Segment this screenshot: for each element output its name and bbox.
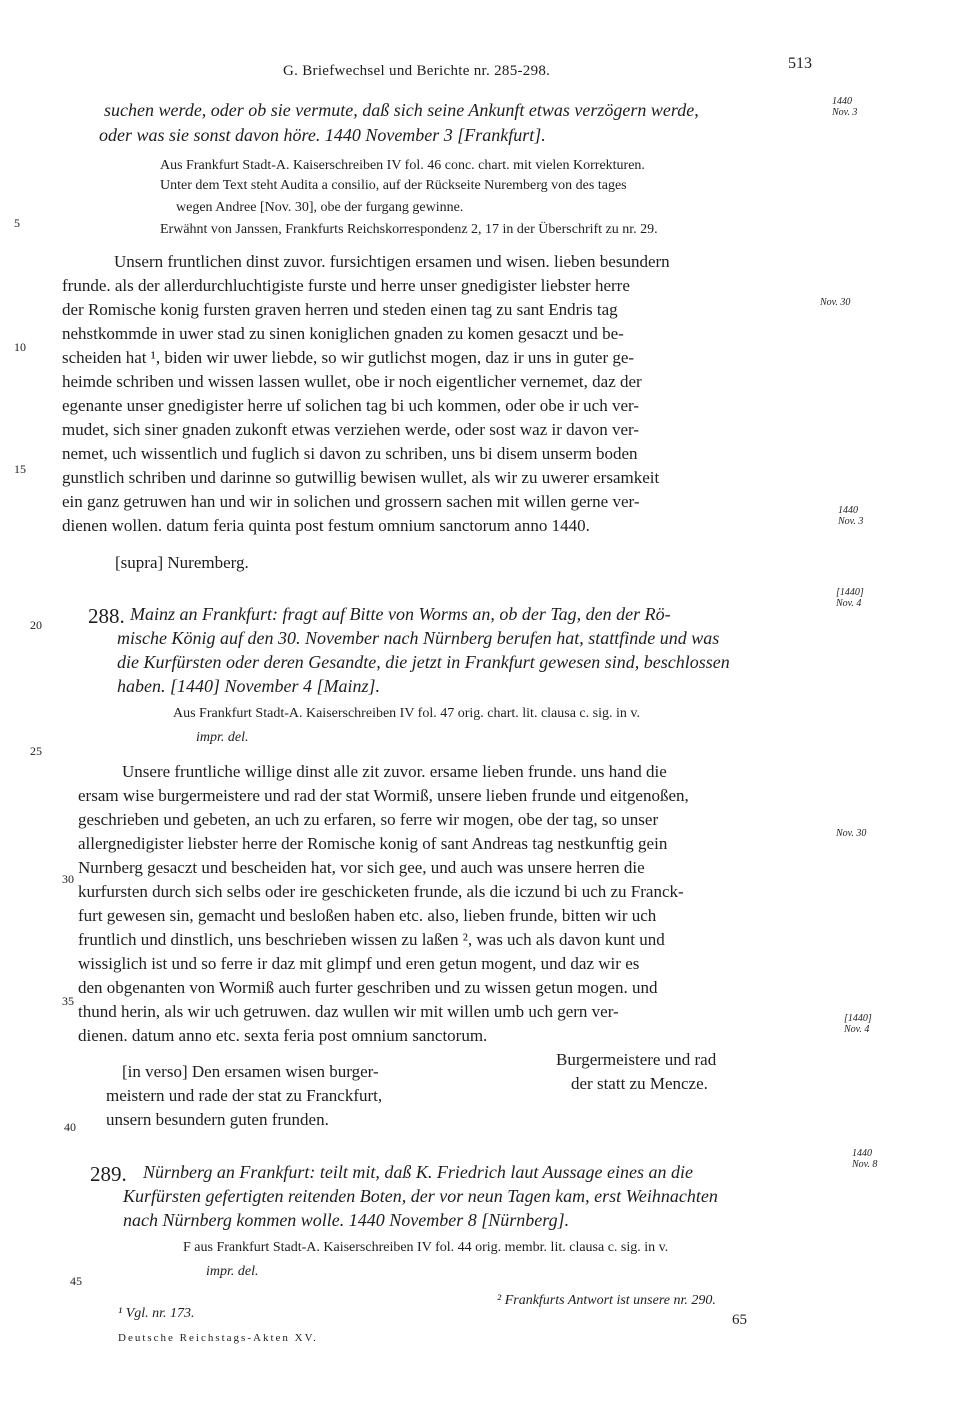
text-line: geschrieben und gebeten, an uch zu erfaren, so ferre wir mogen, obe der tag, so unser [78,810,659,829]
text-line: egenante unser gnedigister herre uf solichen tag bi uch kommen, oder obe ir uch ver- [62,396,639,415]
margin-note: [1440] Nov. 4 [844,1013,872,1035]
line-number: 15 [14,462,26,476]
apparatus-line: Unter dem Text steht Audita a consilio, auf der Rückseite Nuremberg von des tages [160,178,627,193]
text-line: den obgenanten von Wormiß auch furter geschriben und zu wissen getun mogen. und [78,978,658,997]
summary-line: haben. [1440] November 4 [Mainz]. [117,676,380,696]
text-line: fruntlich und dinstlich, uns beschrieben wissen zu laßen ², was uch als davon kunt und [78,930,665,949]
address-line: unsern besundern guten frunden. [106,1110,329,1129]
summary-line: mische König auf den 30. November nach Nürnberg berufen hat, stattfinde und was [117,628,720,648]
line-number: 45 [70,1274,82,1288]
sheet-number: 65 [732,1312,747,1328]
text-line: nehstkommde in uwer stad zu sinen koniglichen gnaden zu komen gesaczt und be- [62,324,624,343]
document-number: 289. [90,1162,127,1186]
margin-note: 1440 Nov. 3 [838,505,864,527]
text-line: dienen wollen. datum feria quinta post festum omnium sanctorum anno 1440. [62,516,590,535]
margin-note: [1440] Nov. 4 [836,587,864,609]
text-line: furt gewesen sin, gemacht und besloßen haben etc. also, lieben frunde, bitten wir uch [78,906,657,925]
apparatus-line: Erwähnt von Janssen, Frankfurts Reichskorrespondenz 2, 17 in der Überschrift zu nr. 29. [160,222,658,237]
footnote: ¹ Vgl. nr. 173. [118,1306,195,1321]
text-line: scheiden hat ¹, biden wir uwer liebde, so wir gutlichst mogen, daz ir uns in guter ge- [62,348,635,367]
page-number: 513 [788,55,812,72]
line-number: 30 [62,872,74,886]
summary-line: Nürnberg an Frankfurt: teilt mit, daß K. Friedrich laut Aussage eines an die [143,1162,693,1182]
summary-line: oder was sie sonst davon höre. 1440 November 3 [Frankfurt]. [99,125,546,145]
apparatus-line: wegen Andree [Nov. 30], obe der furgang gewinne. [176,200,464,215]
apparatus-line: Aus Frankfurt Stadt-A. Kaiserschreiben IV fol. 47 orig. chart. lit. clausa c. sig. in v. [173,706,640,721]
text-line: nemet, uch wissentlich und fuglich si davon zu schriben, uns bi disem unserm boden [62,444,638,463]
text-line: thund herin, als wir uch getruwen. daz wullen wir mit willen umb uch gern ver- [78,1002,619,1021]
text-line: der Romische konig fursten graven herren und steden einen tag zu sant Endris tag [62,300,618,319]
running-title: G. Briefwechsel und Berichte nr. 285-298. [283,63,551,79]
line-number: 5 [14,216,20,230]
line-number: 40 [64,1120,76,1134]
text-line: wissiglich ist und so ferre ir daz mit glimpf und eren getun mogent, und daz wir es [78,954,640,973]
address-line: meistern und rade der stat zu Franckfurt, [106,1086,383,1105]
margin-note: 1440 Nov. 3 [832,96,858,118]
margin-note: 1440 Nov. 8 [852,1148,878,1170]
text-line: ersam wise burgermeistere und rad der stat Wormiß, unsere lieben frunde und eitgenoßen, [78,786,689,805]
margin-note: Nov. 30 [820,297,851,308]
series-title: Deutsche Reichstags-Akten XV. [118,1332,318,1344]
apparatus-line: impr. del. [196,730,249,745]
line-number: 10 [14,340,26,354]
text-line: Unsere fruntliche willige dinst alle zit zuvor. ersame lieben frunde. uns hand die [122,762,667,781]
address-line: [in verso] Den ersamen wisen burger- [122,1062,379,1081]
margin-note: Nov. 30 [836,828,867,839]
line-number: 20 [30,618,42,632]
text-line: dienen. datum anno etc. sexta feria post omnium sanctorum. [78,1026,488,1045]
apparatus-line: impr. del. [206,1264,259,1279]
summary-line: suchen werde, oder ob sie vermute, daß sich seine Ankunft etwas verzögern werde, [104,100,699,120]
text-line: gunstlich schriben und darinne so gutwillig bewisen wullet, als wir zu uwerer ersamkeit [62,468,660,487]
text-line: allergnedigister liebster herre der Romische konig of sant Andreas tag nestkunftig gein [78,834,668,853]
address-line: [supra] Nuremberg. [115,553,249,572]
text-line: kurfursten durch sich selbs oder ire geschicketen frunde, als die iczund bi uch zu Franck- [78,882,684,901]
text-line: Unsern fruntlichen dinst zuvor. fursichtigen ersamen und wisen. lieben besundern [114,252,670,271]
summary-line: Kurfürsten gefertigten reitenden Boten, der vor neun Tagen kam, erst Weihnachten [123,1186,718,1206]
text-line: frunde. als der allerdurchluchtigiste furste und herre unser gnedigister liebster herre [62,276,630,295]
summary-line: Mainz an Frankfurt: fragt auf Bitte von Worms an, ob der Tag, den der Rö- [130,604,671,624]
summary-line: die Kurfürsten oder deren Gesandte, die jetzt in Frankfurt gewesen sind, beschlossen [117,652,730,672]
text-line: mudet, sich siner gnaden zukonft etwas verziehen werde, oder sost waz ir davon ver- [62,420,639,439]
document-number: 288. [88,604,125,628]
summary-line: nach Nürnberg kommen wolle. 1440 November 8 [Nürnberg]. [123,1210,570,1230]
apparatus-line: F aus Frankfurt Stadt-A. Kaiserschreiben IV fol. 44 orig. membr. lit. clausa c. sig. in v. [183,1240,669,1255]
line-number: 35 [62,994,74,1008]
apparatus-line: Aus Frankfurt Stadt-A. Kaiserschreiben IV fol. 46 conc. chart. mit vielen Korrekturen. [160,158,645,173]
signature-line: der statt zu Mencze. [571,1074,708,1093]
footnote: ² Frankfurts Antwort ist unsere nr. 290. [497,1293,716,1308]
text-line: ein ganz getruwen han und wir in solichen und grossern sachen mit willen gerne ver- [62,492,640,511]
text-line: Nurnberg gesaczt und bescheiden hat, vor sich gee, und auch was unsere herren die [78,858,645,877]
line-number: 25 [30,744,42,758]
signature-line: Burgermeistere und rad [556,1050,717,1069]
text-line: heimde schriben und wissen lassen wullet, obe ir noch eigentlicher vernemet, daz der [62,372,642,391]
